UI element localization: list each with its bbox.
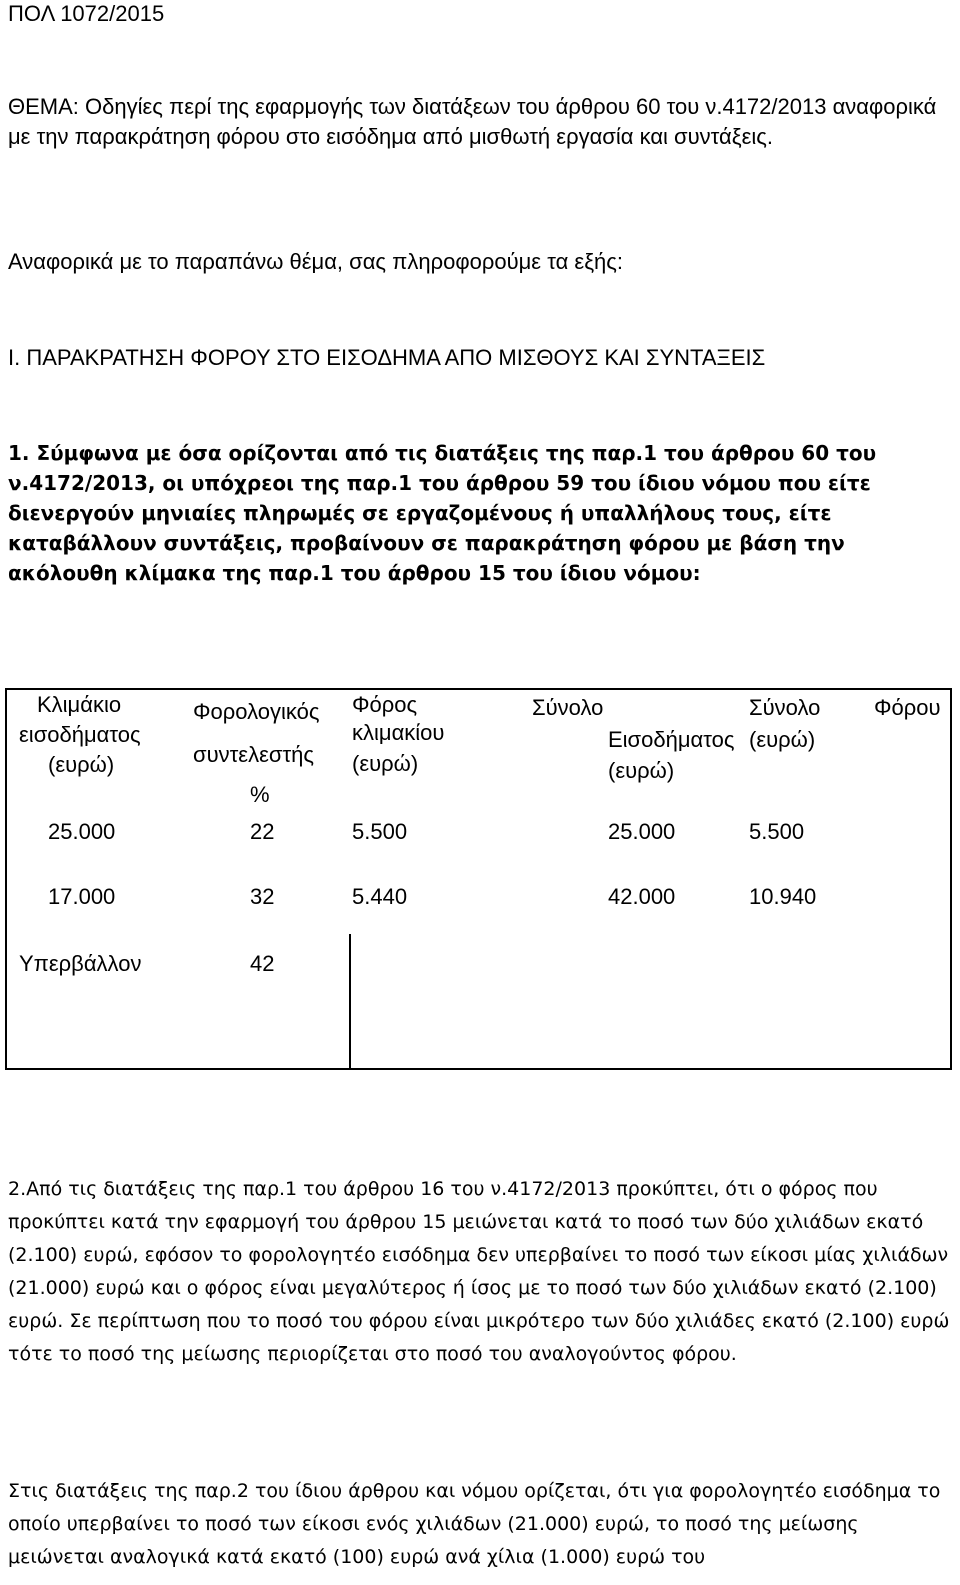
table-cell-bracket: Υπερβάλλον [19,951,142,976]
header-total-income-line2: Εισοδήματος [608,727,735,752]
paragraph-3: Στις διατάξεις της παρ.2 του ίδιου άρθρου και νόμου ορίζεται, ότι για φορολογητέο εισόδημα το οποίο υπερβαίνει το ποσό των είκοσι ενός χιλιάδων (21.000) ευρώ, το ποσό της μείωσης μειώνεται αναλογικά κατά εκατό (100) ευρώ ανά χίλια (1.000) ευρώ του [8,1480,941,1568]
paragraph-2: 2.Από τις διατάξεις της παρ.1 του άρθρου 16 του ν.4172/2013 προκύπτει, ότι ο φόρος που προκύπτει κατά την εφαρμογή του άρθρου 15 μειώνεται κατά το ποσό των δύο χιλιάδων εκατό (2.100) ευρώ, εφόσον το φορολογητέο εισόδημα δεν υπερβαίνει το ποσό των είκοσι μίας χιλιάδων (21.000) ευρώ και ο φόρος είναι μεγαλύτερος ή ίσος με το ποσό των δύο χιλιάδων εκατό (2.100) ευρώ. Σε περίπτωση που το ποσό του φόρου είναι μικρότερο των δύο χιλιάδες εκατό (2.100) ευρώ τότε το ποσό της μείωσης περιορίζεται στο ποσό του αναλογούντος φόρου. [8,1178,950,1365]
table-cell-tax: 5.440 [352,884,408,909]
table-cell-rate: 22 [250,819,275,844]
table-cell-total-tax: 10.940 [749,884,817,909]
table-cell-total-income: 42.000 [608,884,676,909]
table-border-bottom [5,1068,952,1070]
table-cell-bracket: 25.000 [48,819,116,844]
header-rate-line1: Φορολογικός [193,699,320,724]
intro-text: Αναφορικά με το παραπάνω θέμα, σας πληροφορούμε τα εξής: [8,249,624,274]
header-rate-line3: % [250,782,270,807]
header-tax-line3: (ευρώ) [352,751,419,776]
paragraph-1: 1. Σύμφωνα με όσα ορίζονται από τις διατάξεις της παρ.1 του άρθρου 60 του ν.4172/2013, οι υπόχρεοι της παρ.1 του άρθρου 59 του ίδιου νόμου που είτε διενεργούν μηνιαίες πληρωμές σε εργαζομένους ή υπαλλήλους τους, είτε καταβάλλουν συντάξεις, προβαίνουν σε παρακράτηση φόρου με βάση την ακόλουθη κλίμακα της παρ.1 του άρθρου 15 του ίδιου νόμου: [8,441,877,585]
header-bracket-line3: (ευρώ) [48,752,115,777]
header-total-income-line1: Σύνολο [532,695,604,720]
document-title: ΠΟΛ 1072/2015 [8,1,165,26]
table-border-left [5,688,7,1070]
table-cell-bracket: 17.000 [48,884,116,909]
header-total-tax-line2: Φόρου [874,695,941,720]
header-total-tax-line3: (ευρώ) [749,727,816,752]
table-divider [349,934,351,1070]
header-bracket-line2: εισοδήματος [19,722,141,747]
header-total-income-line3: (ευρώ) [608,758,675,783]
table-cell-tax: 5.500 [352,819,408,844]
table-cell-total-tax: 5.500 [749,819,805,844]
table-cell-rate: 42 [250,951,275,976]
header-tax-line1: Φόρος [352,692,418,717]
table-border-top [5,688,952,690]
table-border-right [950,688,952,1070]
document-subject: ΘΕΜΑ: Οδηγίες περί της εφαρμογής των διατάξεων του άρθρου 60 του ν.4172/2013 αναφορικά με την παρακράτηση φόρου στο εισόδημα από μισθωτή εργασία και συντάξεις. [8,94,937,149]
header-tax-line2: κλιμακίου [352,720,445,745]
header-rate-line2: συντελεστής [193,742,315,767]
header-bracket-line1: Κλιμάκιο [37,692,122,717]
section-heading: I. ΠΑΡΑΚΡΑΤΗΣΗ ΦΟΡΟΥ ΣΤΟ ΕΙΣΟΔΗΜΑ ΑΠΟ ΜΙΣΘΟΥΣ ΚΑΙ ΣΥΝΤΑΞΕΙΣ [8,345,766,370]
table-cell-rate: 32 [250,884,275,909]
table-cell-total-income: 25.000 [608,819,676,844]
header-total-tax-line1: Σύνολο [749,695,821,720]
